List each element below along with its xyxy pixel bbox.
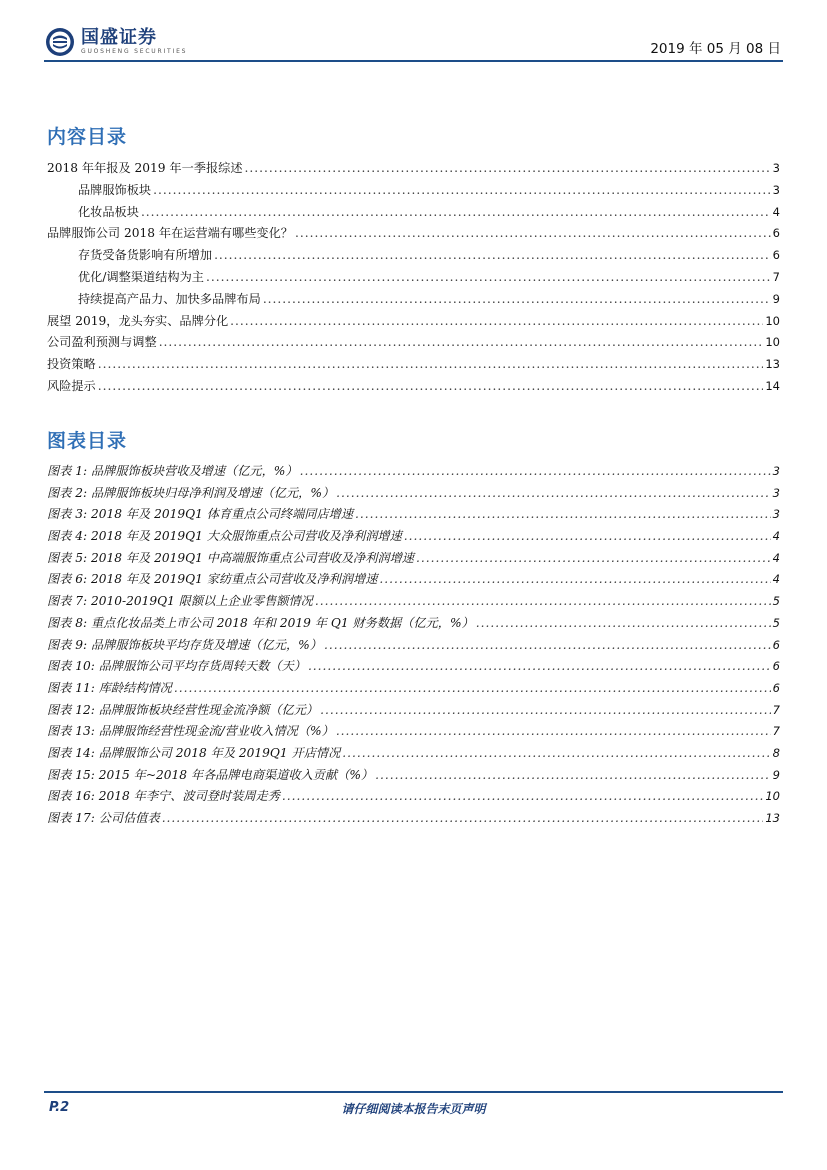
chart-toc-entry-title: 图表 12: 品牌服饰板块经营性现金流净额（亿元） [47, 702, 319, 717]
toc-entry-title: 2018 年年报及 2019 年一季报综述 [47, 161, 243, 175]
chart-toc-title: 图表目录 [47, 430, 128, 452]
toc-entry-page: 6 [772, 226, 780, 241]
toc-entry[interactable] [47, 158, 780, 180]
toc-entry-title: 化妆品板块 [78, 204, 139, 219]
chart-toc-entry-title: 图表 14: 品牌服饰公司 2018 年及 2019Q1 开店情况 [47, 745, 341, 760]
dot-leader [153, 180, 771, 202]
dot-leader [355, 504, 771, 526]
toc-entry-title: 品牌服饰公司 2018 年在运营端有哪些变化？ [47, 226, 293, 241]
disclaimer-notice: 请仔细阅读本报告末页声明 [341, 1102, 486, 1116]
toc-entry-title: 投资策略 [47, 357, 96, 372]
chart-toc-entry-page: 5 [772, 594, 780, 609]
chart-toc-entry[interactable] [47, 656, 780, 678]
dot-leader [416, 548, 771, 570]
toc-entry[interactable] [47, 245, 780, 267]
chart-toc-entry-page: 3 [772, 485, 780, 500]
toc-entry-title: 风险提示 [47, 378, 96, 393]
chart-toc-entry[interactable] [47, 483, 780, 505]
header-divider [44, 60, 783, 62]
chart-toc-entry-title: 图表 6: 2018 年及 2019Q1 家纺重点公司营收及净利润增速 [47, 572, 378, 587]
dot-leader [141, 202, 771, 224]
toc-entry-title: 优化/调整渠道结构为主 [78, 269, 204, 284]
chart-toc-entry-page: 9 [772, 767, 780, 782]
toc-entry-page: 7 [772, 269, 780, 284]
chart-toc-entry[interactable] [47, 504, 780, 526]
toc-entry-page: 10 [765, 313, 780, 328]
chart-toc-entry-page: 4 [772, 550, 780, 565]
toc-entry-page: 13 [765, 357, 780, 372]
chart-toc-entry-title: 图表 4: 2018 年及 2019Q1 大众服饰重点公司营收及净利润增速 [47, 529, 402, 544]
chart-toc-entry-title: 图表 5: 2018 年及 2019Q1 中高端服饰重点公司营收及净利润增速 [47, 550, 414, 565]
chart-toc-entry-page: 13 [765, 811, 780, 825]
chart-toc-entry-page: 6 [772, 680, 780, 695]
toc-entry-title: 展望 2019，龙头夯实、品牌分化 [47, 313, 229, 328]
chart-toc-entry-page: 8 [772, 745, 780, 760]
toc-entry-title: 存货受备货影响有所增加 [78, 248, 213, 263]
chart-toc-entry[interactable] [47, 635, 780, 657]
chart-toc-entry[interactable] [47, 786, 780, 808]
dot-leader [308, 656, 771, 678]
chart-toc-entry-title: 图表 3: 2018 年及 2019Q1 体育重点公司终端同店增速 [47, 507, 354, 522]
dot-leader [300, 461, 771, 483]
chart-toc-entry-title: 图表 13: 品牌服饰经营性现金流/营业收入情况（%） [47, 724, 334, 739]
dot-leader [282, 786, 763, 808]
dot-leader [375, 765, 771, 787]
chart-toc-entry-page: 7 [772, 702, 780, 717]
dot-leader [342, 743, 770, 765]
toc-entry-title: 持续提高产品力、加快多品牌布局 [78, 291, 261, 306]
chart-toc-entry[interactable] [47, 808, 780, 830]
dot-leader [214, 245, 771, 267]
dot-leader [315, 591, 771, 613]
toc-entry-title: 公司盈利预测与调整 [47, 335, 157, 350]
report-date: 2019 年 05 月 08 日 [650, 41, 781, 57]
chart-toc-entry[interactable] [47, 678, 780, 700]
chart-toc-entry[interactable] [47, 526, 780, 548]
chart-toc-entry-page: 10 [765, 789, 780, 804]
chart-toc-entry-page: 7 [772, 724, 780, 739]
toc-entry[interactable] [47, 289, 780, 311]
toc-entry[interactable] [47, 223, 780, 245]
dot-leader [174, 678, 771, 700]
toc-entry[interactable] [47, 202, 780, 224]
toc-entry-page: 3 [772, 161, 780, 175]
toc-entry-page: 14 [765, 378, 780, 393]
toc-title: 内容目录 [47, 126, 128, 148]
dot-leader [336, 483, 771, 505]
toc-entry-page: 10 [765, 335, 780, 350]
chart-toc-entry-page: 6 [772, 659, 780, 674]
chart-toc-entry-page: 3 [772, 464, 780, 478]
chart-toc-entry-title: 图表 16: 2018 年李宁、波司登时装周走秀 [47, 789, 280, 804]
dot-leader [324, 635, 771, 657]
chart-toc-entry-title: 图表 2: 品牌服饰板块归母净利润及增速（亿元，%） [47, 485, 335, 500]
chart-toc-entry-page: 4 [772, 529, 780, 544]
chart-toc-entry[interactable] [47, 613, 780, 635]
dot-leader [379, 569, 770, 591]
company-logo [45, 27, 187, 57]
dot-leader [162, 808, 764, 830]
footer-divider [44, 1091, 783, 1093]
toc-entry[interactable] [47, 332, 780, 354]
chart-toc-entry-title: 图表 11: 库龄结构情况 [47, 680, 172, 695]
chart-toc-entry-page: 4 [772, 572, 780, 587]
logo-en-text: GUOSHENG SECURITIES [81, 48, 188, 55]
toc-entry-page: 6 [772, 248, 780, 263]
toc-entry[interactable] [47, 376, 780, 398]
page-number: P.2 [49, 1100, 70, 1115]
dot-leader [336, 721, 771, 743]
chart-toc-entry-title: 图表 7: 2010-2019Q1 限额以上企业零售额情况 [47, 594, 313, 609]
dot-leader [320, 700, 771, 722]
chart-toc-entry-title: 图表 1: 品牌服饰板块营收及增速（亿元，%） [47, 464, 298, 478]
dot-leader [245, 158, 771, 180]
toc-entry[interactable] [47, 267, 780, 289]
chart-toc-entry-title: 图表 8: 重点化妆品类上市公司 2018 年和 2019 年 Q1 财务数据（亿元，%） [47, 615, 474, 630]
logo-cn-text: 国盛证券 [81, 27, 157, 48]
toc-entry[interactable] [47, 311, 780, 333]
dot-leader [159, 332, 764, 354]
chart-table-of-contents [47, 461, 780, 830]
toc-entry[interactable] [47, 180, 780, 202]
toc-entry-title: 品牌服饰板块 [78, 182, 152, 197]
chart-toc-entry-title: 图表 15: 2015 年~2018 年各品牌电商渠道收入贡献（%） [47, 767, 374, 782]
dot-leader [263, 289, 771, 311]
dot-leader [404, 526, 771, 548]
chart-toc-entry-title: 图表 10: 品牌服饰公司平均存货周转天数（天） [47, 659, 306, 674]
chart-toc-entry[interactable] [47, 743, 780, 765]
dot-leader [206, 267, 771, 289]
chart-toc-entry[interactable] [47, 548, 780, 570]
chart-toc-entry-page: 6 [772, 637, 780, 652]
chart-toc-entry[interactable] [47, 569, 780, 591]
dot-leader [295, 223, 771, 245]
toc-entry-page: 3 [772, 182, 780, 197]
chart-toc-entry[interactable] [47, 591, 780, 613]
dot-leader [98, 376, 764, 398]
chart-toc-entry[interactable] [47, 700, 780, 722]
chart-toc-entry-title: 图表 17: 公司估值表 [47, 811, 160, 825]
dot-leader [230, 311, 763, 333]
chart-toc-entry-page: 3 [772, 507, 780, 522]
toc-entry-page: 9 [772, 291, 780, 306]
toc-entry[interactable] [47, 354, 780, 376]
chart-toc-entry[interactable] [47, 461, 780, 483]
chart-toc-entry-title: 图表 9: 品牌服饰板块平均存货及增速（亿元，%） [47, 637, 322, 652]
dot-leader [98, 354, 764, 376]
chart-toc-entry[interactable] [47, 765, 780, 787]
table-of-contents [47, 158, 780, 398]
chart-toc-entry[interactable] [47, 721, 780, 743]
chart-toc-entry-page: 5 [772, 615, 780, 630]
guosheng-logo-icon [45, 27, 75, 57]
toc-entry-page: 4 [772, 204, 780, 219]
dot-leader [476, 613, 771, 635]
